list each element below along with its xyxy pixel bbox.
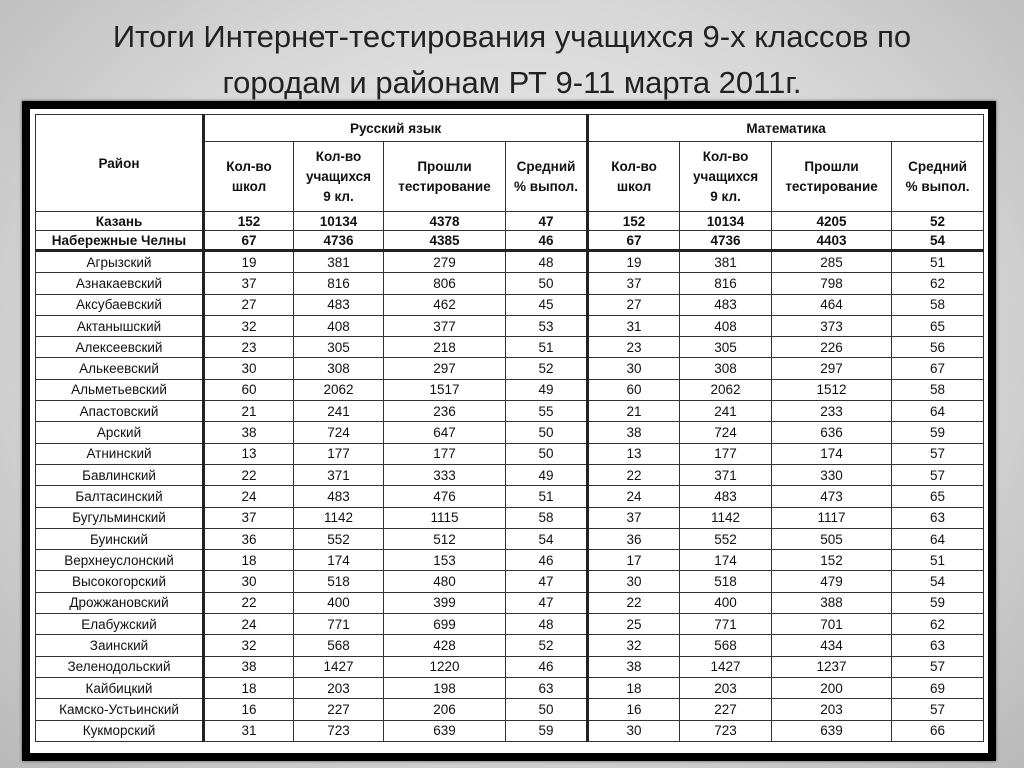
slide-title [40,14,984,106]
table-cell: 483 [680,294,772,315]
header-line: школ [616,178,652,194]
table-cell: 54 [506,528,588,549]
table-cell: 226 [772,337,892,358]
table-cell: 400 [680,592,772,613]
results-table [35,114,984,742]
table-cell: 241 [680,401,772,422]
table-cell: 434 [772,635,892,656]
table-cell: 701 [772,614,892,635]
russian-avg-percent-header [506,142,588,212]
table-cell: 67 [892,358,984,379]
table-cell: 1427 [680,656,772,677]
header-row-groups [36,115,984,142]
table-cell: 473 [772,486,892,507]
table-body [36,212,984,742]
table-cell: 27 [204,294,294,315]
table-cell: 483 [680,486,772,507]
table-cell: 400 [294,592,384,613]
header-line: Средний [516,158,576,174]
table-cell: 60 [204,379,294,400]
table-row [36,635,984,656]
table-cell: 63 [892,507,984,528]
table-cell: 771 [294,614,384,635]
header-line: 9 кл. [710,188,741,204]
table-cell: 483 [294,486,384,507]
table-cell: 381 [680,251,772,273]
table-cell: 46 [506,656,588,677]
table-row [36,486,984,507]
header-line: Кол-во [226,158,272,174]
header-line: школ [231,178,267,194]
table-cell: 66 [892,720,984,741]
table-cell: 241 [294,401,384,422]
russian-schools-header [204,142,294,212]
district-name: Высокогорский [36,571,204,592]
header-line: Кол-во [611,158,657,174]
district-name: Бугульминский [36,507,204,528]
table-cell: 388 [772,592,892,613]
table-cell: 203 [772,699,892,720]
table-row [36,550,984,571]
table-cell: 50 [506,422,588,443]
table-cell: 37 [588,273,680,294]
district-name: Бавлинский [36,464,204,485]
table-cell: 37 [204,507,294,528]
table-cell: 49 [506,379,588,400]
table-cell: 52 [506,635,588,656]
table-cell: 203 [680,677,772,698]
table-cell: 552 [294,528,384,549]
table-row [36,337,984,358]
table-cell: 37 [204,273,294,294]
table-cell: 4736 [680,231,772,251]
table-cell: 200 [772,677,892,698]
table-cell: 428 [384,635,506,656]
table-cell: 2062 [294,379,384,400]
table-cell: 48 [506,614,588,635]
table-cell: 152 [772,550,892,571]
table-cell: 10134 [294,212,384,231]
table-cell: 373 [772,315,892,336]
table-cell: 51 [506,486,588,507]
table-cell: 69 [892,677,984,698]
table-cell: 227 [294,699,384,720]
district-name: Дрожжановский [36,592,204,613]
table-cell: 51 [892,251,984,273]
table-cell: 65 [892,315,984,336]
table-cell: 285 [772,251,892,273]
header-line: тестирование [398,178,491,194]
table-cell: 647 [384,422,506,443]
table-cell: 50 [506,699,588,720]
table-row [36,528,984,549]
table-cell: 279 [384,251,506,273]
table-cell: 22 [204,464,294,485]
header-line: % выпол. [905,178,970,194]
table-row [36,464,984,485]
table-row [36,315,984,336]
table-cell: 408 [294,315,384,336]
math-avg-percent-header [892,142,984,212]
table-cell: 31 [588,315,680,336]
table-cell: 63 [892,635,984,656]
table-cell: 218 [384,337,506,358]
table-row [36,592,984,613]
table-cell: 13 [204,443,294,464]
table-cell: 63 [506,677,588,698]
table-cell: 305 [294,337,384,358]
table-cell: 38 [204,422,294,443]
table-cell: 13 [588,443,680,464]
district-name: Алексеевский [36,337,204,358]
table-row [36,358,984,379]
table-cell: 38 [588,422,680,443]
table-cell: 51 [892,550,984,571]
table-cell: 59 [506,720,588,741]
table-cell: 67 [588,231,680,251]
table-cell: 408 [680,315,772,336]
table-cell: 639 [384,720,506,741]
table-cell: 724 [680,422,772,443]
table-cell: 699 [384,614,506,635]
table-cell: 59 [892,592,984,613]
table-cell: 64 [892,401,984,422]
table-cell: 46 [506,550,588,571]
district-name: Алькеевский [36,358,204,379]
table-cell: 16 [588,699,680,720]
table-cell: 174 [294,550,384,571]
header-line: 9 кл. [323,188,354,204]
table-cell: 1142 [680,507,772,528]
table-cell: 1512 [772,379,892,400]
table-cell: 723 [294,720,384,741]
table-cell: 552 [680,528,772,549]
russian-students-header [294,142,384,212]
table-cell: 32 [588,635,680,656]
table-cell: 38 [588,656,680,677]
table-cell: 50 [506,273,588,294]
table-cell: 47 [506,592,588,613]
table-cell: 297 [772,358,892,379]
table-cell: 65 [892,486,984,507]
table-cell: 52 [892,212,984,231]
district-name: Кайбицкий [36,677,204,698]
table-cell: 24 [204,614,294,635]
table-cell: 64 [892,528,984,549]
table-cell: 31 [204,720,294,741]
table-cell: 483 [294,294,384,315]
title-line-1: Итоги Интернет-тестирования учащихся 9-х классов по [112,19,912,54]
district-name: Казань [36,212,204,231]
district-name: Апастовский [36,401,204,422]
district-name: Буинский [36,528,204,549]
table-cell: 24 [204,486,294,507]
header-line: Кол-во [702,148,749,164]
table-cell: 308 [294,358,384,379]
table-cell: 4378 [384,212,506,231]
table-cell: 57 [892,464,984,485]
table-cell: 330 [772,464,892,485]
table-cell: 49 [506,464,588,485]
table-cell: 4736 [294,231,384,251]
table-cell: 518 [680,571,772,592]
district-name: Балтасинский [36,486,204,507]
table-cell: 1142 [294,507,384,528]
table-row [36,273,984,294]
table-cell: 22 [588,592,680,613]
table-cell: 56 [892,337,984,358]
table-cell: 57 [892,699,984,720]
table-cell: 52 [506,358,588,379]
table-cell: 152 [204,212,294,231]
table-cell: 67 [204,231,294,251]
district-name: Камско-Устьинский [36,699,204,720]
table-cell: 333 [384,464,506,485]
table-cell: 30 [204,358,294,379]
table-cell: 23 [204,337,294,358]
table-cell: 464 [772,294,892,315]
table-cell: 233 [772,401,892,422]
table-cell: 32 [204,315,294,336]
table-cell: 505 [772,528,892,549]
table-cell: 47 [506,571,588,592]
table-cell: 10134 [680,212,772,231]
table-row [36,231,984,251]
district-name: Зеленодольский [36,656,204,677]
table-cell: 30 [588,358,680,379]
table-cell: 1237 [772,656,892,677]
table-cell: 55 [506,401,588,422]
table-cell: 174 [772,443,892,464]
table-cell: 371 [294,464,384,485]
table-cell: 47 [506,212,588,231]
table-cell: 1220 [384,656,506,677]
table-cell: 4403 [772,231,892,251]
header-line: Средний [908,158,967,174]
table-row [36,614,984,635]
table-cell: 27 [588,294,680,315]
district-name: Елабужский [36,614,204,635]
table-cell: 58 [506,507,588,528]
district-name: Альметьевский [36,379,204,400]
table-cell: 1427 [294,656,384,677]
table-cell: 45 [506,294,588,315]
district-name: Арский [36,422,204,443]
header-line: Кол-во [315,148,362,164]
header-line: тестирование [785,178,878,194]
table-row [36,677,984,698]
table-cell: 58 [892,379,984,400]
math-group-header: Математика [588,115,984,142]
table-cell: 377 [384,315,506,336]
math-students-header [680,142,772,212]
table-cell: 58 [892,294,984,315]
russian-tested-header [384,142,506,212]
table-cell: 480 [384,571,506,592]
table-cell: 568 [294,635,384,656]
table-row [36,294,984,315]
table-cell: 18 [204,677,294,698]
table-cell: 37 [588,507,680,528]
table-cell: 371 [680,464,772,485]
table-cell: 227 [680,699,772,720]
table-cell: 381 [294,251,384,273]
table-cell: 236 [384,401,506,422]
table-row [36,251,984,273]
table-cell: 59 [892,422,984,443]
table-frame-inner [30,109,988,753]
table-cell: 816 [294,273,384,294]
math-schools-header [588,142,680,212]
table-cell: 46 [506,231,588,251]
table-cell: 22 [588,464,680,485]
district-name: Набережные Челны [36,231,204,251]
district-header: Район [36,115,204,212]
table-cell: 476 [384,486,506,507]
table-cell: 174 [680,550,772,571]
table-cell: 18 [204,550,294,571]
table-cell: 177 [384,443,506,464]
table-cell: 518 [294,571,384,592]
table-cell: 636 [772,422,892,443]
table-cell: 512 [384,528,506,549]
table-cell: 32 [204,635,294,656]
table-cell: 24 [588,486,680,507]
table-cell: 206 [384,699,506,720]
table-cell: 57 [892,656,984,677]
header-line: % выпол. [514,178,579,194]
district-name: Верхнеуслонский [36,550,204,571]
table-cell: 48 [506,251,588,273]
table-cell: 798 [772,273,892,294]
district-name: Аксубаевский [36,294,204,315]
header-line: Прошли [804,158,859,174]
table-cell: 4385 [384,231,506,251]
table-cell: 54 [892,571,984,592]
math-tested-header [772,142,892,212]
district-name: Кукморский [36,720,204,741]
table-cell: 462 [384,294,506,315]
table-cell: 724 [294,422,384,443]
table-cell: 36 [588,528,680,549]
table-row [36,656,984,677]
table-cell: 30 [588,571,680,592]
table-cell: 57 [892,443,984,464]
table-cell: 308 [680,358,772,379]
table-cell: 1517 [384,379,506,400]
table-cell: 479 [772,571,892,592]
table-cell: 305 [680,337,772,358]
table-cell: 153 [384,550,506,571]
table-cell: 568 [680,635,772,656]
table-cell: 18 [588,677,680,698]
header-line: учащихся [305,168,372,184]
table-row [36,507,984,528]
table-cell: 17 [588,550,680,571]
table-cell: 51 [506,337,588,358]
table-row [36,379,984,400]
table-cell: 177 [294,443,384,464]
table-cell: 30 [204,571,294,592]
district-name: Заинский [36,635,204,656]
table-cell: 297 [384,358,506,379]
table-cell: 25 [588,614,680,635]
table-row [36,422,984,443]
table-cell: 1115 [384,507,506,528]
table-cell: 21 [588,401,680,422]
table-cell: 2062 [680,379,772,400]
district-name: Азнакаевский [36,273,204,294]
table-cell: 50 [506,443,588,464]
table-cell: 22 [204,592,294,613]
district-name: Атнинский [36,443,204,464]
table-cell: 771 [680,614,772,635]
table-cell: 198 [384,677,506,698]
table-row [36,720,984,741]
district-name: Актанышский [36,315,204,336]
table-cell: 723 [680,720,772,741]
table-cell: 54 [892,231,984,251]
table-cell: 62 [892,273,984,294]
table-cell: 816 [680,273,772,294]
table-cell: 62 [892,614,984,635]
russian-group-header: Русский язык [204,115,588,142]
table-row [36,571,984,592]
table-cell: 19 [204,251,294,273]
district-name: Агрызский [36,251,204,273]
table-row [36,401,984,422]
table-cell: 4205 [772,212,892,231]
table-cell: 639 [772,720,892,741]
table-cell: 399 [384,592,506,613]
header-line: Прошли [417,158,472,174]
table-cell: 203 [294,677,384,698]
table-cell: 36 [204,528,294,549]
table-cell: 16 [204,699,294,720]
header-line: учащихся [692,168,759,184]
table-cell: 177 [680,443,772,464]
table-cell: 23 [588,337,680,358]
table-cell: 19 [588,251,680,273]
table-row [36,212,984,231]
title-line-2: городам и районам РТ 9-11 марта 2011г. [222,65,802,100]
table-frame [22,101,996,761]
table-cell: 21 [204,401,294,422]
table-row [36,443,984,464]
table-row [36,699,984,720]
table-cell: 806 [384,273,506,294]
table-cell: 53 [506,315,588,336]
table-cell: 30 [588,720,680,741]
table-cell: 1117 [772,507,892,528]
table-cell: 60 [588,379,680,400]
table-cell: 38 [204,656,294,677]
table-cell: 152 [588,212,680,231]
